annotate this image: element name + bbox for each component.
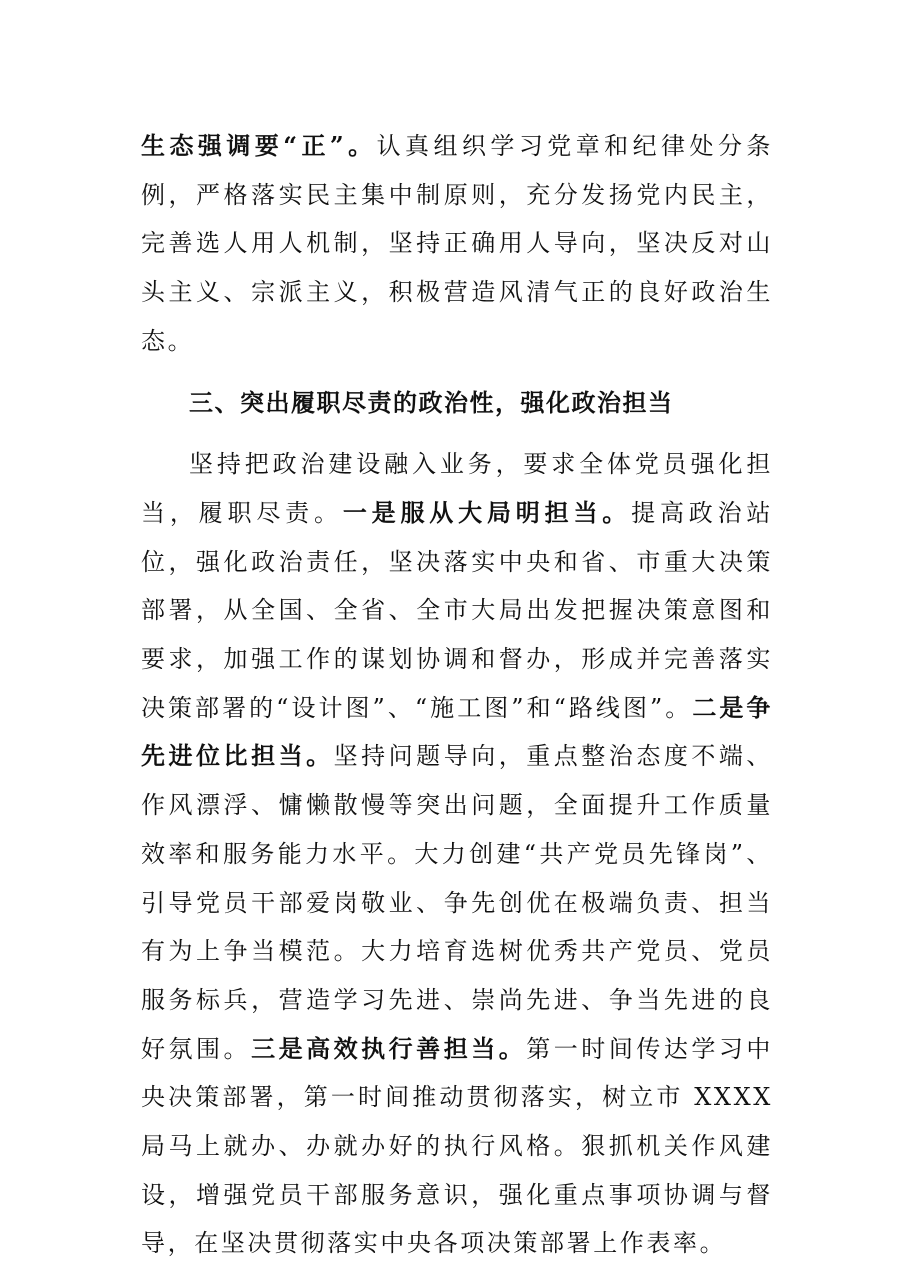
paragraph-text: 认真组织学习党章和纪律处分条例，严格落实民主集中制原则，充分发扬党内民主，完善选人用人机制，坚持正确用人导向，坚决反对山头主义、宗派主义，积极营造风清气正的良好政治生态。 <box>141 132 773 355</box>
point-1-heading: 一是服从大局明担当。 <box>342 497 632 527</box>
paragraph-responsibility <box>141 440 773 1268</box>
paragraph-lead-bold: 生态强调要“正”。 <box>141 131 377 160</box>
point-3-text: 第一时间传达学习中央决策部署，第一时间推动贯彻落实，树立市 XXXX 局马上就办、办就办好的执行风格。狠抓机关作风建设，增强党员干部服务意识，强化重点事项协调与督导，在坚决贯彻落实中央各项决策部署上作表率。 <box>141 1034 774 1258</box>
paragraph-political-ecology <box>141 122 773 366</box>
section-heading: 三、突出履职尽责的政治性，强化政治担当 <box>189 387 674 417</box>
point-1-text: 提高政治站位，强化政治责任，坚决落实中央和省、市重大决策部署，从全国、全省、全市大局出发把握决策意图和要求，加强工作的谋划协调和督办，形成并完善落实决策部署的“设计图”、“施工图”和“路线图”。 <box>141 498 774 722</box>
point-2-heading: 二是争先进位比担当。 <box>141 692 773 771</box>
point-2-text: 坚持问题导向，重点整治态度不端、作风漂浮、慵懒散慢等突出问题，全面提升工作质量效率和服务能力水平。大力创建“共产党员先锋岗”、引导党员干部爱岗敬业、争先创优在极端负责、担当有为上争当模范。大力培育选树优秀共产党员、党员服务标兵，营造学习先进、崇尚先进、争当先进的良好氛围。 <box>141 742 773 1063</box>
document-body <box>141 122 773 1268</box>
point-3-heading: 三是高效执行善担当。 <box>251 1033 527 1063</box>
paragraph-intro: 坚持把政治建设融入业务，要求全体党员强化担当，履职尽责。 <box>141 450 773 527</box>
